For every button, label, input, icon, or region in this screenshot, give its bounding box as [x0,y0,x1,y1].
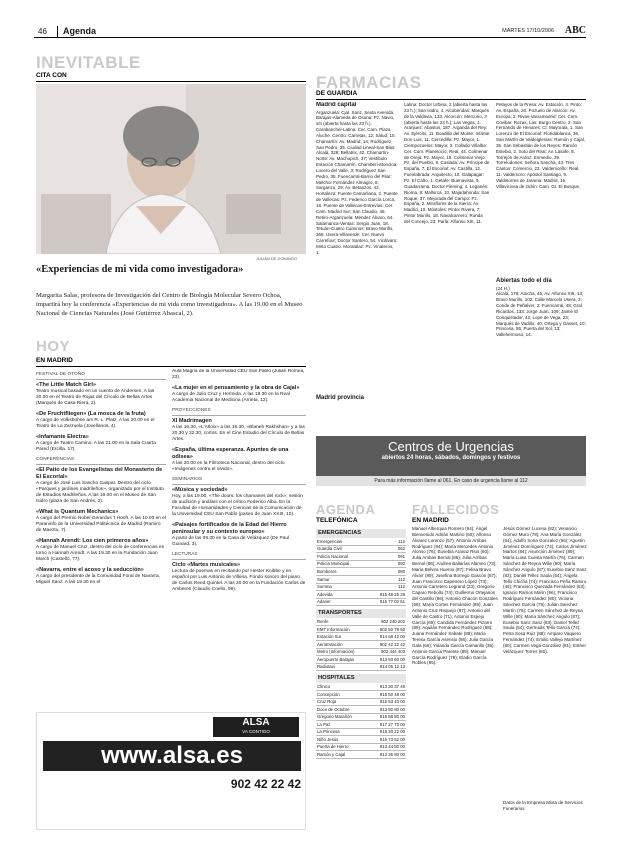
phone-number: 915 20 22 00 [368,728,406,736]
alsa-url: www.alsa.es [43,741,301,771]
phone-row [316,633,406,641]
farmacias-heading: FARMACIAS [316,73,422,92]
phone-row [316,663,406,671]
phone-row [316,591,406,599]
divider [36,366,306,367]
event-description: A cargo del presidente de la Comunidad Foral de Navarra, Miguel Sanz. A las 19.30 en el [36,573,160,585]
phone-name: Adevida [316,591,366,599]
alsa-advertisement[interactable] [36,712,306,830]
phone-number: 913 90 80 00 [368,706,406,714]
pharmacy-list-2: Latina: Doctor Urbina, 2 (abierta hasta las 23 h.); San Isidro, 4. Alcobendas: Marqués de la Valdavia, 133. Alcorcón: Mercurio, 3 (abierta hasta las 23 h.); Las Vegas, 1. Aranjuez: Abastos, 187. Arganda del Rey: Av. Ejército, 11. Boadilla del Monte: Infante Don Luis, 11. Cercedilla: Pz. Mayor, 1. Ciempozuelos: Mayor, 3. Collado Villalba: Cer. Com. Planetocio; Real, 44. Colmenar de Oreja: Pz. Mayor, 19. Colmenar Viejo: Pz. del Pueblo, 9. Coslada: Av. Príncipe de España, 7. El Escorial: Av. Castilla, 12. Fuenlabrada: Arquitecto, 10. Galapagar: Pz. El Caño, 1. Getafe: Buenavista, 9. Guadarrama: Doctor Fleming, 4. Leganés: Rioma, 8; Mallorca, 10. Majadahonda: San Roque, 37. Mejorada del Campo: Pz. España, 2. Miraflores de la Sierra: Av. Madrid, 10. Móstoles: Pintor Rivera, 7; Pintor Murillo, 18. Navalcarnero: Ronda del Concejo, 23. Parla: Alfonso XIII, 11. [404,102,490,224]
phone-name: Puerta de Hierro [316,743,368,751]
phone-name: Samur [316,575,366,583]
urgencias-subtitle: abiertos 24 horas, sábados, domingos y festivos [381,455,521,462]
agenda-heading: AGENDA [316,502,376,517]
event-title: «El Patio de los Evangelistas del Monasterio de El Escorial» [36,466,163,480]
open-all-day [496,278,586,338]
event-item [172,369,306,381]
phone-row [316,721,406,729]
phone-name: Radiotaxi [316,663,369,671]
phone-number: 915 48 25 29 [366,591,406,599]
obituaries-column-1 [412,526,498,831]
event-title: «La mujer en el pensamiento y la obra de Cajal» [172,384,300,391]
en-madrid-label: EN MADRID [36,357,73,364]
telefonica-label: TELEFÓNICA [316,517,358,524]
phone-row [316,683,406,690]
phone-table [316,683,406,758]
event-description: A cargo de Volksbühne am R. L. Platz. A las 20.00 en el Teatro de La Zarzuela (Jovellanos, 4). [36,417,155,429]
de-guardia-label: DE GUARDIA [316,90,358,97]
phone-number: 092 [366,560,406,568]
phone-number: 902 240 202 [369,618,406,625]
event-item [172,562,306,593]
event-title: Ciclo «Martes musicales» [172,561,241,568]
phone-row [316,625,406,633]
alsa-phone: 902 42 22 42 [230,777,301,791]
obituaries-source: Datos de la Empresa Mixta de Servicios Funerarios [503,800,583,811]
event-description: A partir de las 09.30 en la Casa de Velázquez (De Paul Guinard, 3). [172,535,290,547]
event-item [36,467,166,505]
phone-row [316,568,406,576]
phone-name: Clínico [316,683,368,690]
phone-name: Gregorio Marañón [316,713,368,721]
pharmacy-list-3: Pelayos de la Presa: Av. Estación, 4. Pinto: Av. España, 20. Pozuelo de Alarcón: Av. Europa, 2. Rivas-Vaciamadrid: Cer. Com. Covibar. Rozas, Las: Burgo Centro, 2. San Fernando de Henares: Cl. Mayorala, 1. San Lorenzo de El Escorial: Floridablanca, 36. San Martín de Valdeiglesias: Ramón y Cajal, 35. San Sebastián de los Reyes: Ramón Estebio, 2. Soto del Real: Av. Lasafe, 8. Torrejón de Ardoz: Enmedio, 39. Torrelodones: Señora Sancha, 43. Tres Cantos: Comercio, 23. Valdemorillo: Real, 11. Valdemoro: Apóstol Santiago, 9. Valdetorres de Jarama: Madrid, 16. Villaviciosa de Odón: Cam. Gr. El Bosque. [496,102,585,189]
urgencias-banner [316,436,586,476]
event-item [36,382,166,407]
event-item [36,434,166,453]
phone-number: 902 444 403 [369,648,406,656]
phone-row [316,743,406,751]
portrait-photo [36,84,306,254]
fallecidos-heading: FALLECIDOS [412,502,500,517]
event-description: A cargo de Julio Cruz y Hermida. A las 19.30 en la Real Academia Nacional de Medicina (Arrieta, 12). [172,391,290,403]
inevitable-heading: INEVITABLE [36,53,141,72]
phone-number: 080 [366,568,406,576]
phone-number: 112 [366,538,406,545]
event-description: Aula Magna de la Universidad CEU San Pablo (Julián Romea, 23). [172,369,305,380]
phone-row [316,618,406,625]
phone-number: 917 27 70 00 [368,721,406,729]
phone-row [316,728,406,736]
phone-row [316,713,406,721]
phone-number: 915 50 48 00 [368,691,406,699]
event-description: A cargo de Manuel Cruz, dentro del ciclo de conferencias en torno a Hannah Arendt. A las 19.30 en la Fundación Juan March (Castelló, 77). [36,544,165,562]
phone-row [316,698,406,706]
phone-row [316,560,406,568]
open-all-day-list: Alcalá, 178; Atocha, 46; Av. Alfonso XIII, 13; Bravo Murillo, 102; Calle Marcelo Usera, 3; Conde de Peñalver, 2; Fuencarral, 48; Gral. Ricardos, 133; Jorge Juan, 109; Jaime El Conquistador, 42; Lope de Vega, 23; Marqués de Vadillo, 40; Ortega y Gasset, 10; Princesa, 55; Puerta del Sol, 13; Vallehermoso, 14. [496,291,586,338]
madrid-provincia-heading: Madrid provincia [316,395,365,401]
phone-directory [316,526,406,831]
event-description: Lectura de poemas en recitando por Hester Knibbe y en español por Luis Antonio de Villena. Fondo sonoro del piano de Carlos Reed Quintel. A las 20.00 en la Fundación Carlos de Amberes (Claudio Coello, 99). [172,568,306,592]
phone-name: Summa [316,583,366,591]
event-item [36,567,166,586]
event-description: A las 16.30, «L'Atloix» a las 18.30, «Blaneh Rakhshan» y a las 20.30 y 22.30, cortos. En el Cine Estudio del Círculo de Bellas Artes. [172,424,305,442]
phone-row [316,648,406,656]
portrait-illustration [36,84,306,254]
event-title: «Navarra, entre el acoso y la seducción» [36,566,144,573]
divider [316,99,586,100]
alsa-logo [213,717,299,737]
phone-row [316,656,406,664]
phone-number: 914 05 12 13 [369,663,406,671]
event-title: «What is Quantum Mechanics» [36,508,119,515]
phone-name: Renfe [316,618,369,625]
phone-number: 915 77 02 61 [366,598,406,606]
issue-date: MARTES 17/10/2006 [502,28,554,34]
phone-name: EMT Información [316,625,369,633]
headline-quote: «Experiencias de mi vida como investigadora» [36,264,244,275]
obituaries-column-2 [503,526,587,796]
phone-number: 112 [366,575,406,583]
event-description: A las 20.00 en la Filmoteca Nacional, dentro del ciclo «Imágenes contra el olvido». [172,460,285,472]
phone-section-title: HOSPITALES [316,674,406,683]
event-description: A cargo de Teatro Camino. A las 21.00 en la Sala Cuarta Pared (Ercilla, 17). [36,440,156,452]
obituaries-list-2: Jesús Gómez Lucena (82); Venancio Gómez Muro (78); Ana María González (64); Adolfo Soria Gonzalez (56); Agustín Jiménez Domínguez (74); Carlos Jiménez Martos (84); Asunción Jiménez (89); María Luisa Cuesta Martín (76); Carmen Sánchez de Reyna Wille (90); María Sánchez Angulo (87); Eusebio Sanz Sanz (83); Daniel Tellez Saula (54); Ángela Tello Chicha (74); Francisco Peña Ramiro (46); Francisco Quezada Fernández (53); Ignacio Ramos Marín (96); Francisco Rodríguez Fernández (80); Victoria Sánchez García (75); Julián Sanchez Martín (76); Carmen Sánchez de Reyna Wille (90); María Sánchez Angulo (87); Eusebio Sanz Sanz (83); Daniel Tellez Saula (54); Gertrudis Tello García (74); Petra Sosa Ruiz (88); Amparo Vaquero Fernández (74); Emilio Vallejo Martínez (80); Carmen Vega González (81); Esther Velázquez Torres (80). [503,526,587,654]
phone-table [316,618,406,671]
category-tag: SEMINARIOS [172,477,306,485]
event-title: «España, última esperanza. Apuntes de una odisea» [172,446,289,460]
phone-number: 913 93 60 00 [369,656,406,664]
event-title: XI Madrimagen [172,417,212,424]
phone-name: La Paz [316,721,368,729]
event-description: A cargo de José Luis Sancho Gaspar. Dentro del ciclo «Parques y jardines madrileños», organizado por el Instituto de Estudios Madrileños. A las 19.00 en el Museo de San Isidro (plaza de San Andrés, 2). [36,480,164,504]
phone-row [316,691,406,699]
phone-name: Adaner [316,598,366,606]
phone-number: 112 [366,583,406,591]
photo-credit: JULIÁN DE DOMINGO [256,256,298,261]
phone-number: 902 42 22 42 [369,641,406,649]
phone-number: 913 44 50 00 [368,743,406,751]
event-item [36,538,166,563]
category-tag: LECTURAS [172,552,306,560]
phone-number: 913 36 80 00 [368,751,406,759]
urgencias-title: Centros de Urgencias [388,439,514,454]
phone-name: Concepción [316,691,368,699]
hoy-heading: HOY [36,338,71,355]
event-description: A cargo del Premio Nobel Gerardus 't Hooft. A las 10.00 en el Paraninfo de la Universidad Politécnica de Madrid (Ramiro de Maeztu, 7). [36,515,166,533]
phone-name: Aeropuerto Barajas [316,656,369,664]
phone-row [316,706,406,714]
phone-table [316,538,406,606]
event-item [172,385,306,404]
phone-name: AeroEstación [316,641,369,649]
phone-section-title: EMERGENCIAS [316,529,406,538]
event-item [36,509,166,534]
event-title: «Infamante Electra» [36,433,89,440]
event-item [172,447,306,473]
intro-text: Margarita Salas, profesora de Investigación del Centro de Biología Molecular Severo Ochoa, impartirá hoy la conferencia «Experiencias de mi vida como investigadora». A las 19.00 en el Museo Nacional de Ciencias Naturales (José Gutiérrez Abascal, 2). [36,292,303,317]
event-item [172,487,306,518]
phone-number: 902 50 78 50 [369,625,406,633]
event-title: «The Little Match Girl» [36,381,96,388]
madrid-capital-heading: Madrid capital [316,102,357,108]
open-all-day-sub: (24 H.) [496,285,510,291]
phone-section-title: TRANSPORTES [316,609,406,618]
newspaper-logo: ABC [564,25,586,36]
category-tag: FESTIVAL DE OTOÑO [36,372,166,380]
event-title: «Paisajes fortificados de la Edad del Hierro peninsular y su contexto europeo» [172,521,287,535]
phone-name: Estación Sur [316,633,369,641]
section-title: Agenda [57,26,96,37]
event-title: «Hannah Arendt: Los cien primeros años» [36,537,149,544]
phone-row [316,641,406,649]
open-all-day-title: Abiertas todo el día [496,278,552,284]
phone-number: 915 53 43 00 [368,698,406,706]
category-tag: PROYECCIONES [172,408,306,416]
phone-name: Doce de Octubre [316,706,368,714]
phone-name: Niño Jesús [316,736,368,744]
divider [36,81,306,82]
event-item [172,418,306,443]
alsa-brand: ALSA [242,717,270,728]
obituaries-list-1: Manuel Alberquia Romero (94); Ángel Bienvenido Adrián Martino (60); Alfonso Álvarez Lorenzo (57); Antonio Arribas Rodríguez (94); María Mercedes Antonio Alonso (76); Eusebia Aranaz Rius (60); Julia Ambas Bernal (86); Julia Arribas Bernal (86); Andrea Ballarías Alameo (73); María Belvira Hueros (87); Felisa Bravo Alvarr (89); Josefina Borrego Gascón (87); Juan Francisco Capetrero López (73); Antonio Carretero Legrand (23); Gregorio Caparo Rebollo (74); Guillermo Ortejanos del Castillo (86); Antonio Chacón Gonzales (68); María Cortes Fernández (85); Juan Antonio Cruz Requejo (87); Antonio del Valle de Castro (71); Antonio Espejo García (69); Candida Fernández Pizarro (89); Aquilán Fernández Rodríguez (88); Juana Fernández Sabate (89); María Teresa García Asensio (86); Julia García Gala (66); Yolanda García Camarillo (36); Antonio García Parente (88); Manuel García Rodríguez (78); Eladio García Robles (95). [412,526,498,666]
phone-name: Policía Municipal [316,560,366,568]
phone-row [316,575,406,583]
phone-number: 913 30 37 48 [368,683,406,690]
phone-row [316,553,406,561]
event-title: «Música y sociedad» [172,486,228,493]
pharmacy-column-3 [496,102,586,272]
phone-number: 915 86 80 00 [368,713,406,721]
event-description: Teatro musical basado en un cuento de Andersen. A las 20.00 en el Teatro de Rojas del Círculo de Bellas Artes (Marqués de Casa Riera, 2). [36,388,155,406]
phone-row [316,751,406,759]
page-number: 46 [38,27,47,36]
phone-number: 091 [366,553,406,561]
phone-name: Bomberos [316,568,366,576]
phone-row [316,736,406,744]
urgencias-note: Para más información llame al 061. En caso de urgencia llame al 112 [316,476,586,486]
phone-name: La Princesa [316,728,368,736]
phone-number: 062 [366,545,406,553]
phone-row [316,598,406,606]
category-tag: CONFERENCIAS [36,457,166,465]
event-title: «De Fruchtfliegen» (La mosca de la fruta) [36,410,146,417]
phone-row [316,583,406,591]
pharmacy-list-1: Arganzuela: Cjal. Sanz, Sexta Avenida. Barajas-Alameda de Osuna: Pz. Navio, s/n (abierta hasta las 23 h.). Carabanchel-Latina: Cer. Cam. Plaza Aluche. Centro: Carretas, 12; Salud, 10. Chamartín: Av. Madrid, 14; Rodríguez San Pedro, 35. Ciudad Lineal-San Blas: Alcalá, 328; Bellatrix, 42. Chamartín-Norte: Av. Machupich, 37; Vestíbulo Estación Chamartín. Chamberí-Moncloa: Lucero del Valle, 3; Rodríguez San Pedro, 35. Fuencarral-Barrio del Pilar: Melchor Fernández Almagro, 8; Sarganzo, 29; Av. Betanzos, 42. Hortaleza: Fuente Camarliana, 2. Puente de Vallecas: Pz. Federico García Lorca, 18. Puente de Vallecas-Entrevías: Cer. Cam. Madrid Sur; San Claudio, 48. Retiro-Arganzuela: Méndez Álvaro, 64. Salamanca-Ventas: Sergio Juan, 18. Tetuán-Cuatro Caminos: Bravo Murillo, 368. Usera-Villaverde: Cer. Nuevo Carrefour; Doctor Santero, 54. Vicálvaro: Mirto Cuatro. Moratalaz: Pz. Vinateros, 1. [316,109,398,255]
pharmacy-column-2 [404,102,490,402]
fallecidos-en-madrid-label: EN MADRID [412,517,449,524]
phone-number: 914 68 42 00 [369,633,406,641]
page-header [34,26,586,38]
event-description: Hoy, a las 19.00, «The doors: los chamanes del rock»; sesión de audición y análisis con el crítico Federico Alba. En la Facultad de Humanidades y Ciencias de la Comunicación de la Universidad CEU San Pablo (paseo de Juan XXIII, 10). [172,493,303,517]
pharmacy-column-1 [316,102,398,402]
cita-con-label: CITA CON [36,72,67,79]
phone-name: Policía Nacional [316,553,366,561]
phone-name: Ramón y Cajal [316,751,368,759]
alsa-slogan: VA CONTIGO [242,729,270,734]
event-item [172,522,306,548]
phone-name: Emergencias [316,538,366,545]
phone-number: 915 73 52 00 [368,736,406,744]
phone-name: Metro (Información) [316,648,369,656]
events-column-2 [172,369,306,709]
phone-name: Guardia Civil [316,545,366,553]
phone-name: Cruz Roja [316,698,368,706]
phone-row [316,538,406,545]
event-item [36,411,166,430]
phone-row [316,545,406,553]
